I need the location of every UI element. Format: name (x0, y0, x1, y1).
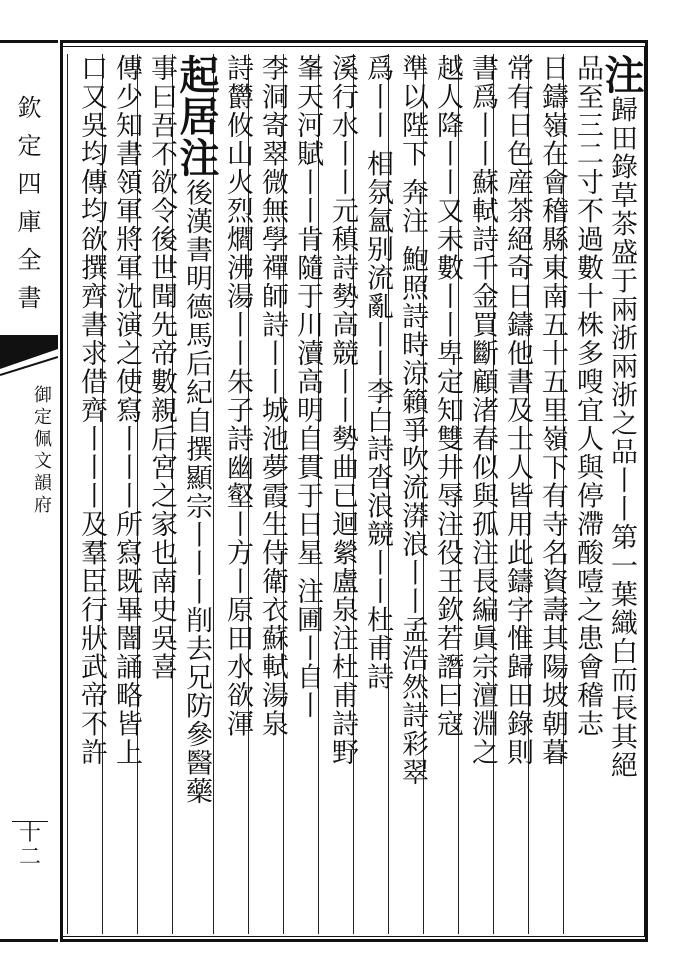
column-text: 準以陛下 奔注 鮑照詩時涼籟爭吹流漭浪丨丨孟浩然詩彩翠 (397, 54, 428, 787)
column-text: 日鑄嶺在會稽縣東南五十五里嶺下有寺名資壽其陽坡朝暮 (537, 54, 568, 767)
column-text: 後漢書明德馬后紀自撰顯宗丨丨丨削去兄防參醫藥 (181, 178, 212, 806)
column-text: 歸田錄草茶盛于兩浙兩浙之品丨丨第一葉織白而長其絕 (606, 95, 637, 780)
column-heading: 注 (598, 54, 645, 96)
page-number: 十二 (12, 821, 48, 870)
column-text: 溪行水丨丨元稹詩勢高競丨丨勢曲已迴縈盧泉注杜甫詩野 (327, 54, 358, 767)
volume-title: 御定佩文韻府 (31, 385, 52, 517)
text-column (67, 54, 110, 934)
text-column (213, 54, 256, 934)
column-text: 常有日色産茶絕奇日鑄他書及士人皆用此鑄字惟歸田錄則 (502, 54, 533, 767)
column-text: 口又吳均傳均欲撰齊書求借齊丨丨丨及羣臣行狀武帝不許 (76, 54, 107, 767)
column-text: 越人降丨丨又未數丨丨卑定知雙井辱注役王欽若譖曰寇 (432, 54, 463, 738)
column-heading: 起居注 (173, 54, 220, 179)
column-text: 詩欝攸山火烈爓沸湯丨丨朱子詩幽壑丨方丨原田水欲渾 (222, 54, 253, 738)
page-margin (0, 40, 58, 942)
column-text: 書爲丨丨蘇軾詩千金買斷顧渚春似與孤注長編眞宗澶淵之 (467, 54, 498, 767)
fishtail-mark-icon (0, 335, 58, 383)
column-text: 傳少知書領軍將軍沈演之使寫丨丨丨所寫既畢闇誦略皆上 (111, 54, 142, 767)
column-text: 事曰吾不欲令後世聞先帝數親后宮之家也南史吳喜 (146, 54, 177, 681)
column-text: 李洞寄翠微無學禪師詩丨丨城池夢霞生侍衛衣蘇軾湯泉 (257, 54, 288, 738)
column-text: 峯天河賦丨丨肯隨于川瀆高明自貫于日星 注圃丨自丨 (292, 54, 323, 720)
book-title: 欽定四庫全書 (13, 95, 41, 323)
column-text: 品至三二寸不過數十株多嗖宜人與停滯酸噎之患會稽志 (572, 54, 603, 738)
column-text: 爲丨丨 相氛氳别流亂丨丨李白詩沓浪競丨丨杜甫詩 (362, 54, 393, 692)
